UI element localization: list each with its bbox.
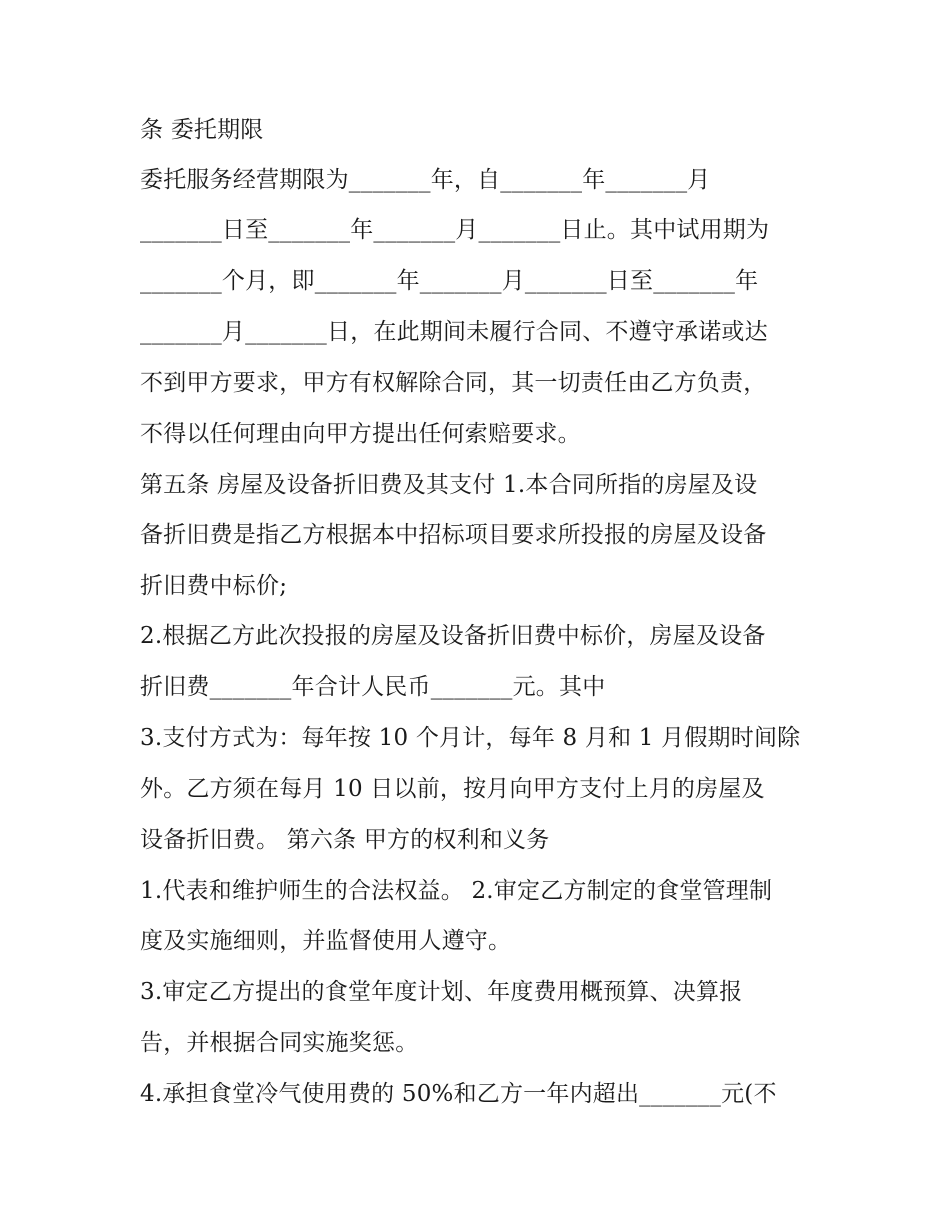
text-line: 度及实施细则，并监督使用人遵守。 bbox=[140, 928, 512, 954]
text-line: 3.支付方式为：每年按 10 个月计，每年 8 月和 1 月假期时间除 bbox=[140, 725, 801, 751]
text-line: 2.根据乙方此次投报的房屋及设备折旧费中标价，房屋及设备 bbox=[140, 623, 766, 649]
text-line: 3.审定乙方提出的食堂年度计划、年度费用概预算、决算报 bbox=[140, 979, 743, 1005]
section-heading-6: 设备折旧费。 第六条 甲方的权利和义务 bbox=[140, 827, 550, 853]
text-line: 委托服务经营期限为_______年，自_______年_______月 bbox=[140, 167, 711, 193]
text-line: 告，并根据合同实施奖惩。 bbox=[140, 1030, 419, 1056]
text-line: 4.承担食堂冷气使用费的 50%和乙方一年内超出_______元(不 bbox=[140, 1081, 777, 1107]
text-line: 备折旧费是指乙方根据本中招标项目要求所投报的房屋及设备 bbox=[140, 522, 767, 548]
text-line: _______月_______日，在此期间未履行合同、不遵守承诺或达 bbox=[140, 319, 768, 345]
text-line: _______日至_______年_______月_______日止。其中试用期为 bbox=[140, 217, 770, 243]
text-line: 1.代表和维护师生的合法权益。 2.审定乙方制定的食堂管理制 bbox=[140, 878, 773, 904]
text-line: 条 委托期限 bbox=[140, 117, 264, 143]
text-line: 不到甲方要求，甲方有权解除合同，其一切责任由乙方负责， bbox=[140, 370, 767, 396]
text-line: 折旧费中标价; bbox=[140, 573, 288, 599]
text-line: _______个月，即_______年_______月_______日至_______年 bbox=[140, 268, 759, 294]
text-line: 外。乙方须在每月 10 日以前，按月向甲方支付上月的房屋及 bbox=[140, 776, 765, 802]
section-heading-5: 第五条 房屋及设备折旧费及其支付 1.本合同所指的房屋及设 bbox=[140, 472, 758, 498]
text-line: 不得以任何理由向甲方提出任何索赔要求。 bbox=[140, 421, 581, 447]
text-line: 折旧费_______年合计人民币_______元。其中 bbox=[140, 674, 606, 700]
